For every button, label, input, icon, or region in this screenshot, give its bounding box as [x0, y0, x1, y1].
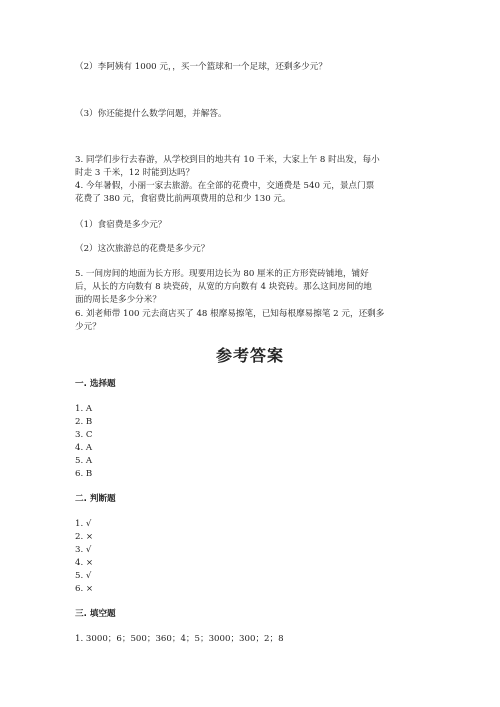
- question-5-line-2: 后，从长的方向数有 8 块瓷砖，从宽的方向数有 4 块瓷砖。那么这间房间的地: [75, 282, 372, 292]
- question-5-line-3: 面的周长是多少分米？: [75, 295, 161, 305]
- question-4-part-1: （1）食宿费是多少元？: [75, 220, 167, 230]
- choice-answer-6: 6. B: [75, 469, 93, 479]
- judge-answer-2: 2. ×: [75, 532, 94, 542]
- judge-answer-5: 5. √: [75, 571, 92, 581]
- answers-title: 参考答案: [215, 346, 284, 365]
- choice-answer-3: 3. C: [75, 430, 93, 440]
- question-5-line-1: 5. 一间房间的地面为长方形。现要用边长为 80 厘米的正方形瓷砖铺地，铺好: [75, 269, 369, 279]
- choice-answer-2: 2. B: [75, 417, 93, 427]
- question-3-line-2: 时走 3 千米，12 时能到达吗？: [75, 168, 195, 178]
- choice-answer-5: 5. A: [75, 456, 93, 466]
- question-2-part-2: （2）李阿姨有 1000 元，，买一个篮球和一个足球，还剩多少元？: [75, 62, 327, 72]
- section-judge-heading: 二. 判断题: [75, 494, 116, 504]
- fill-answer-1: 1. 3000；6；500；360；4；5；3000；300；2；8: [75, 634, 284, 644]
- judge-answer-1: 1. √: [75, 519, 92, 529]
- judge-answer-4: 4. ×: [75, 558, 94, 568]
- section-choice-heading: 一. 选择题: [75, 379, 116, 389]
- choice-answer-4: 4. A: [75, 443, 93, 453]
- question-3-line-1: 3. 同学们步行去春游，从学校到目的地共有 10 千米，大家上午 8 时出发，每小: [75, 155, 380, 165]
- question-6-line-2: 少元？: [75, 322, 101, 332]
- question-6-line-1: 6. 刘老师带 100 元去商店买了 48 根摩易擦笔，已知每根摩易擦笔 2 元，还剩多: [75, 309, 385, 319]
- question-4-line-1: 4. 今年暑假，小丽一家去旅游。在全部的花费中，交通费是 540 元，景点门票: [75, 181, 375, 191]
- judge-answer-6: 6. ×: [75, 584, 94, 594]
- choice-answer-1: 1. A: [75, 404, 93, 414]
- question-4-part-2: （2）这次旅游总的花费是多少元？: [75, 244, 210, 254]
- section-fill-heading: 三. 填空题: [75, 609, 116, 619]
- question-4-line-2: 花费了 380 元，食宿费比前两项费用的总和少 130 元。: [75, 194, 291, 204]
- question-2-part-3: （3）你还能提什么数学问题，并解答。: [75, 109, 227, 119]
- judge-answer-3: 3. √: [75, 545, 92, 555]
